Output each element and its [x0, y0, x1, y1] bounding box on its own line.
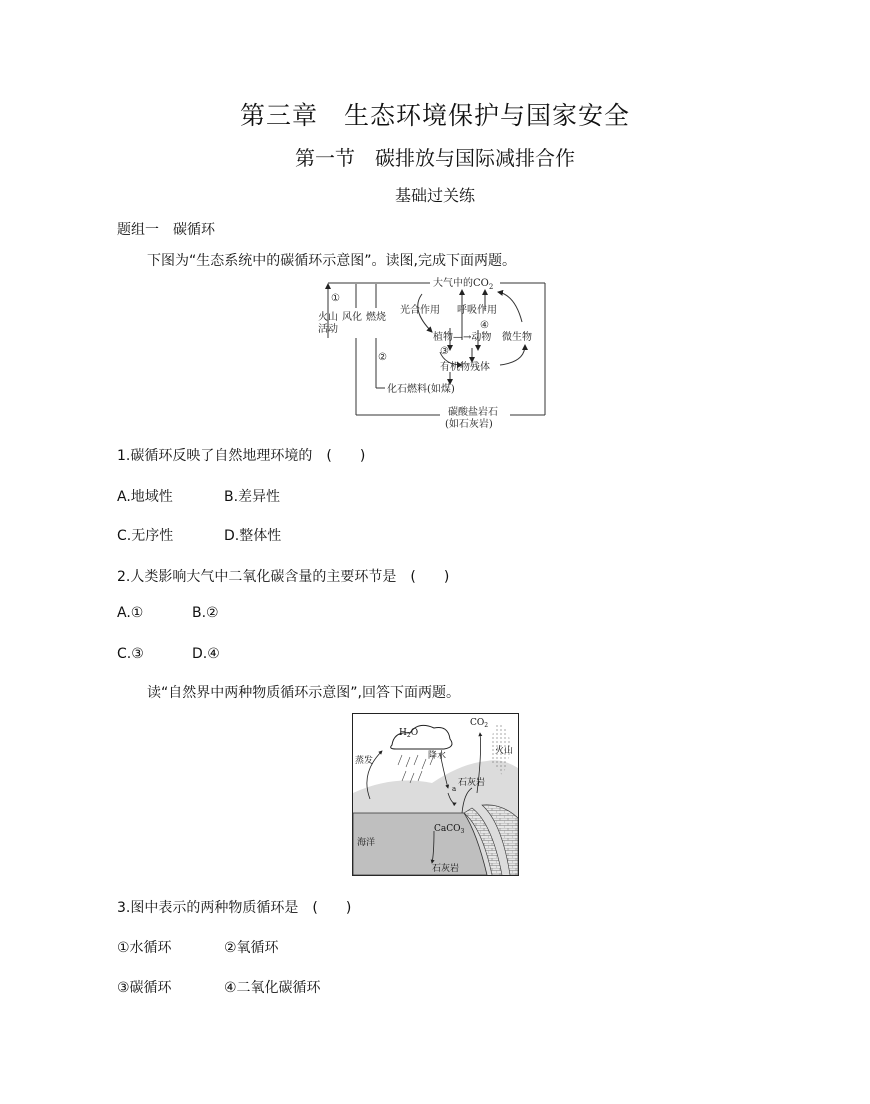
- section-title: 第一节 碳排放与国际减排合作: [295, 146, 575, 170]
- volcano-label-1: 火山: [318, 312, 338, 323]
- precipitation-label: 降水: [428, 751, 447, 761]
- limestone-top-label: 石灰岩: [458, 778, 486, 788]
- evaporation-label: 蒸发: [355, 756, 374, 766]
- q1-option-a[interactable]: A.地域性: [117, 489, 173, 505]
- plants-animals-label: 植物—→动物: [433, 332, 492, 343]
- weathering-label: 风化: [342, 312, 362, 323]
- q3-stem: 3.图中表示的两种物质循环是 ( ): [117, 900, 352, 916]
- volcano-label-2: 活动: [318, 324, 338, 335]
- mark-1: ①: [331, 293, 340, 304]
- mark-4: ④: [480, 320, 489, 331]
- group1-title: 题组一 碳循环: [117, 222, 215, 238]
- caco3-label: CaCO$_3$: [434, 824, 465, 835]
- q2-stem: 2.人类影响大气中二氧化碳含量的主要环节是 ( ): [117, 569, 450, 585]
- q2-option-a[interactable]: A.①: [117, 605, 144, 621]
- fossil-fuel-label: 化石燃料(如煤): [387, 384, 455, 395]
- q3-option-3[interactable]: ③碳循环: [117, 980, 172, 996]
- carbon-cycle-diagram: [300, 270, 570, 435]
- respiration-label: 呼吸作用: [457, 305, 497, 316]
- microbes-label: 微生物: [502, 332, 532, 343]
- atmosphere-label: 大气中的$CO_2$: [433, 278, 494, 291]
- q1-option-b[interactable]: B.差异性: [224, 489, 281, 505]
- q1-option-d[interactable]: D.整体性: [224, 528, 282, 544]
- subtitle: 基础过关练: [394, 186, 475, 205]
- q3-option-1[interactable]: ①水循环: [117, 940, 172, 956]
- mark-3: ③: [440, 346, 449, 357]
- a-mark: a: [452, 785, 457, 793]
- q3-option-2[interactable]: ②氧循环: [224, 940, 279, 956]
- limestone-bottom-label: 石灰岩: [432, 864, 460, 874]
- intro2-text: 读“自然界中两种物质循环示意图”,回答下面两题。: [147, 685, 460, 701]
- intro1-text: 下图为“生态系统中的碳循环示意图”。读图,完成下面两题。: [147, 253, 516, 269]
- photosynthesis-label: 光合作用: [400, 305, 440, 316]
- q2-option-b[interactable]: B.②: [192, 605, 219, 621]
- q2-option-d[interactable]: D.④: [192, 646, 220, 662]
- q2-option-c[interactable]: C.③: [117, 646, 144, 662]
- burning-label: 燃烧: [366, 312, 386, 323]
- co2-label: $CO_2$: [470, 718, 489, 729]
- q1-option-c[interactable]: C.无序性: [117, 528, 174, 544]
- carbonate-rock-label: 碳酸盐岩石: [448, 407, 498, 418]
- limestone-note: (如石灰岩): [445, 419, 493, 430]
- mark-2: ②: [378, 352, 387, 363]
- q3-option-4[interactable]: ④二氧化碳循环: [224, 980, 321, 996]
- organic-remains-label: 有机物残体: [440, 362, 490, 373]
- q1-stem: 1.碳循环反映了自然地理环境的 ( ): [117, 448, 366, 464]
- material-cycle-diagram: [352, 713, 519, 876]
- h2o-label: $H_2O$: [399, 728, 419, 739]
- ocean-label: 海洋: [357, 838, 376, 848]
- chapter-title: 第三章 生态环境保护与国家安全: [239, 101, 630, 130]
- volcano-label: 火山: [495, 746, 514, 756]
